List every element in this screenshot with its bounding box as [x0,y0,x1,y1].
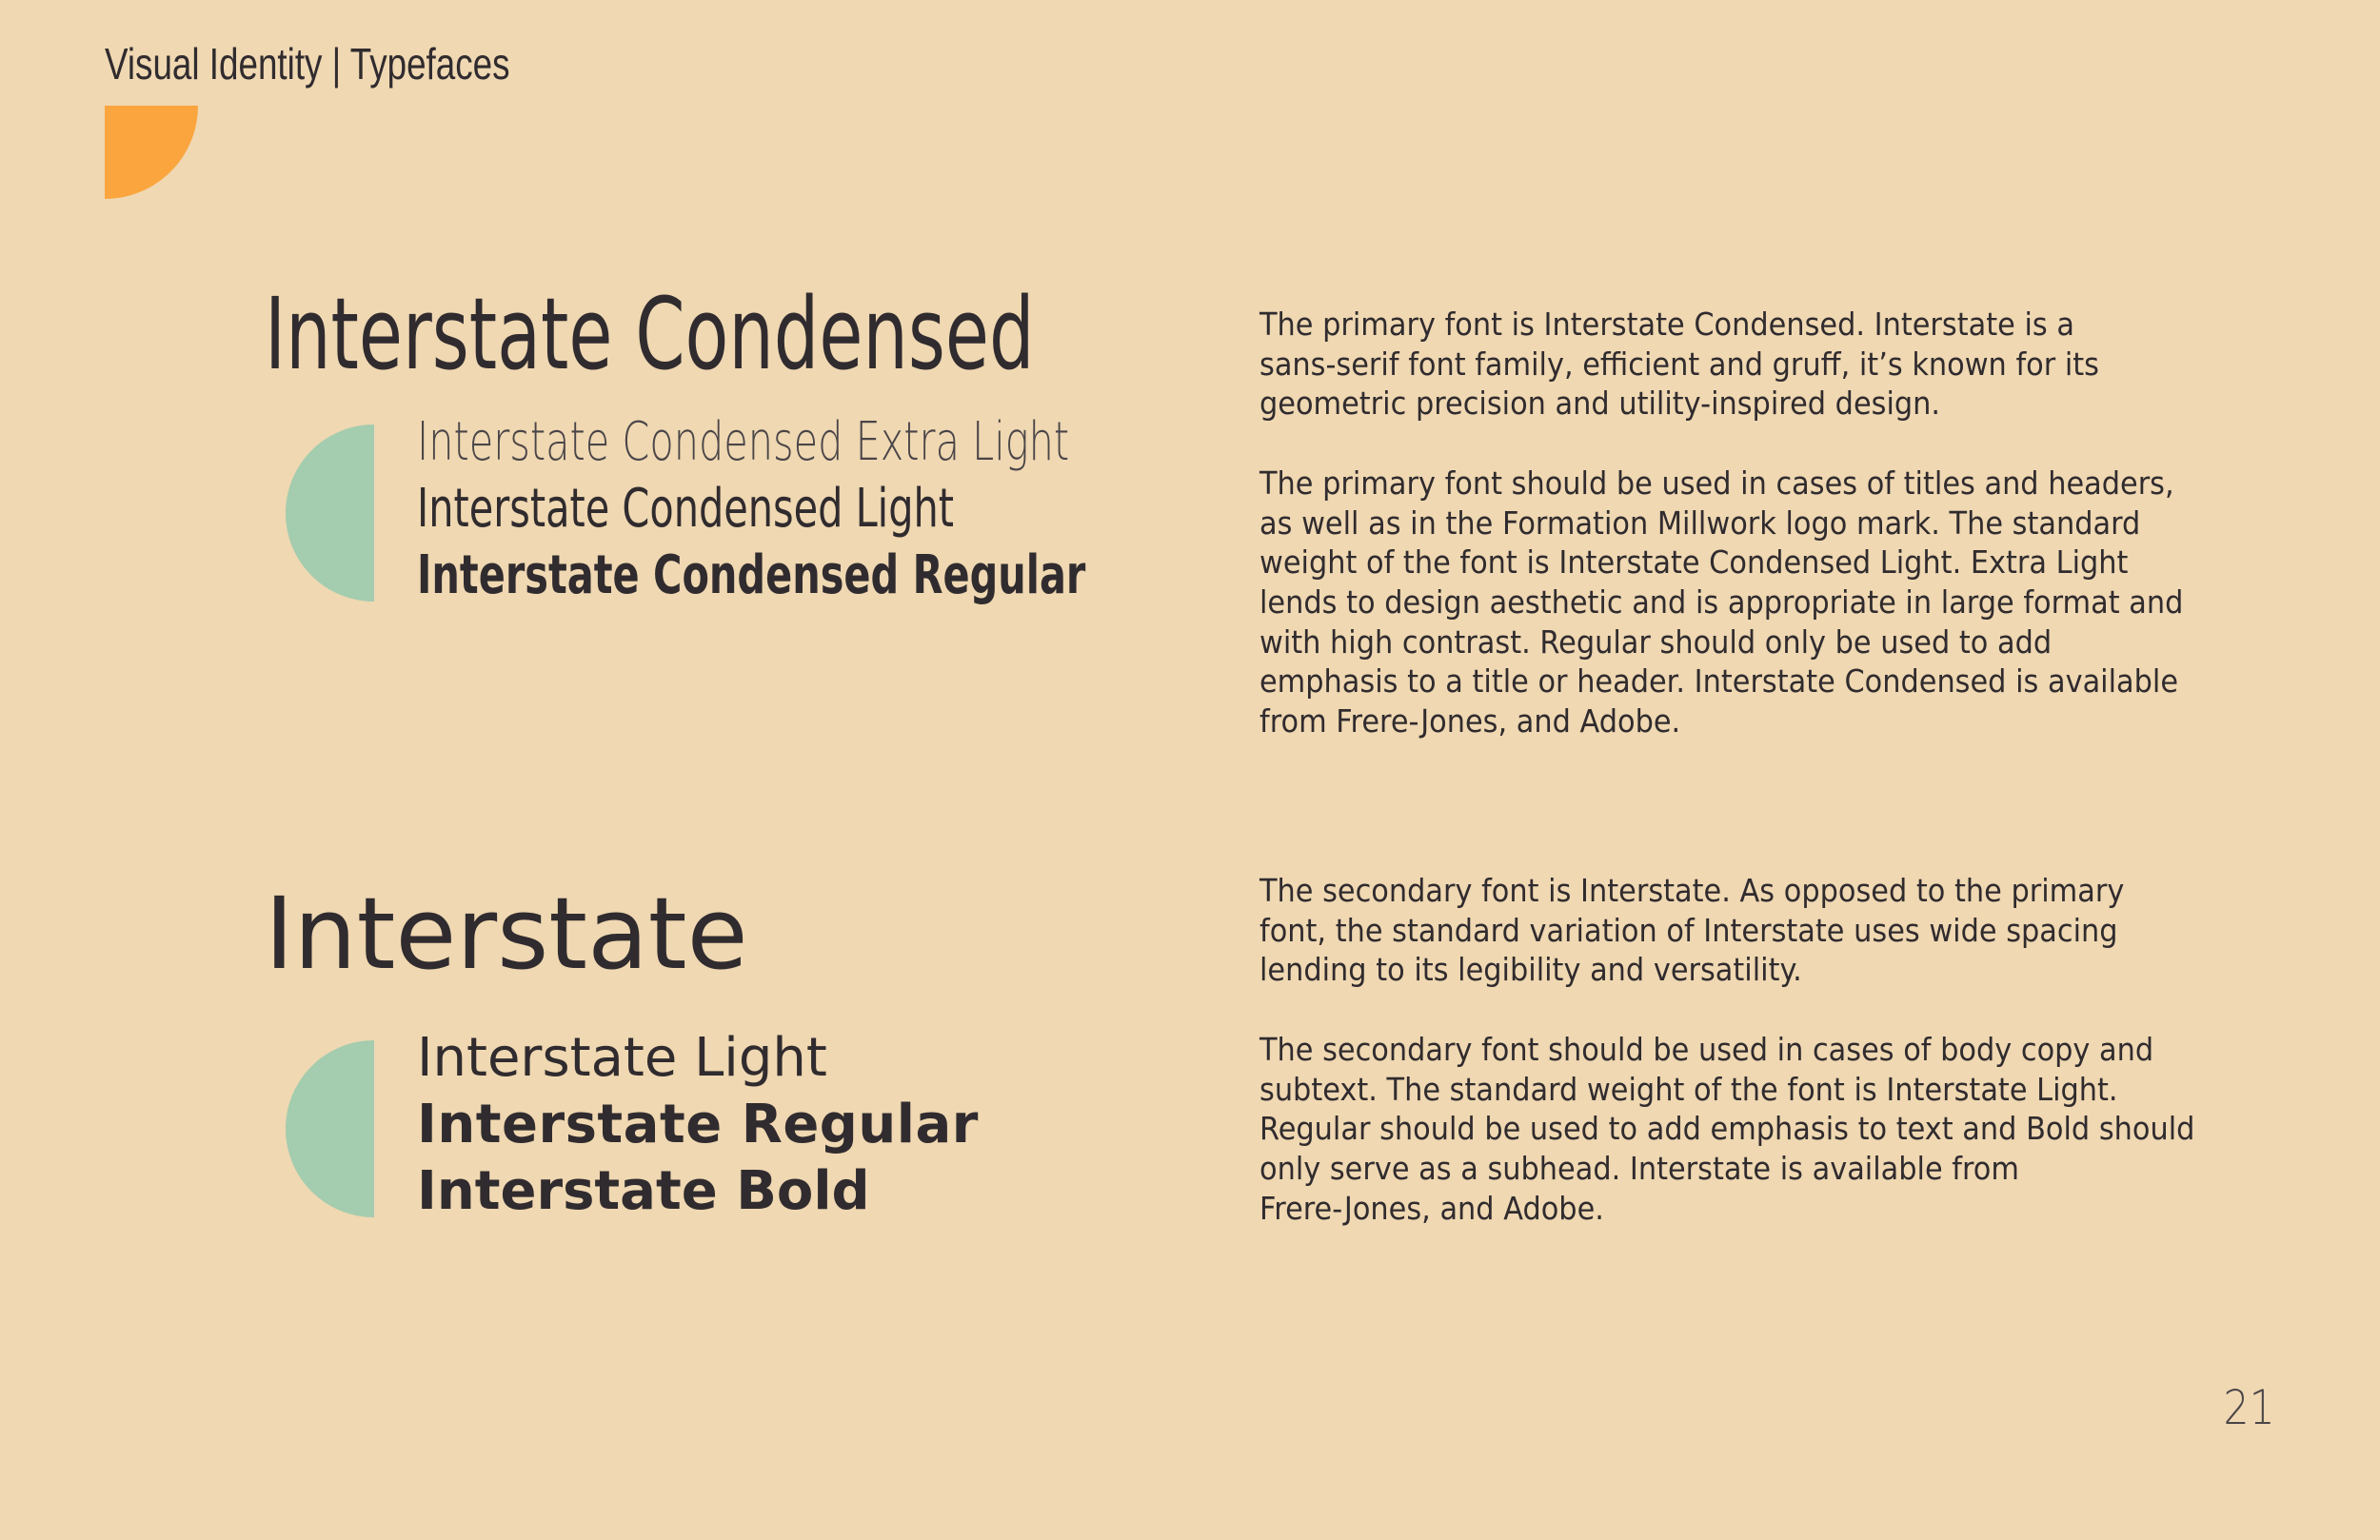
green-half-circle-mark [286,424,374,602]
secondary-description [1259,871,2231,1228]
page-number: 21 [2223,1380,2275,1435]
primary-weights-list [417,409,1320,609]
green-half-circle-mark [286,1040,374,1217]
secondary-paragraph-usage: The secondary font should be used in cases of body copy and subtext. The standard weight of the font is Interstate Light. Regular should be used to add emphasis to text and Bold should only serve as a subhead. Interstate is available from Frere-Jones, and Adobe. [1259,1030,2195,1227]
weight-sample-light: Interstate Light [417,1027,827,1089]
page-header-title: Visual Identity | Typefaces [105,39,510,89]
weight-sample-regular: Interstate Regular [417,1094,979,1155]
secondary-weights-list [417,1025,979,1225]
weight-sample-extra-light: Interstate Condensed Extra Light [417,411,1070,473]
primary-description [1259,305,2231,741]
primary-typeface-title: Interstate Condensed [265,276,1035,392]
primary-paragraph-intro: The primary font is Interstate Condensed. Interstate is a sans-serif font family, efficient and gruff, it’s known for its geometric precision and utility-inspired design. [1259,306,2100,423]
weight-sample-bold: Interstate Bold [417,1160,870,1222]
orange-quarter-circle-mark [105,106,198,199]
secondary-typeface-title: Interstate [265,876,748,992]
weight-sample-light: Interstate Condensed Light [417,478,955,540]
weight-sample-regular: Interstate Condensed Regular [417,544,1086,606]
primary-paragraph-usage: The primary font should be used in cases of titles and headers, as well as in the Formation Millwork logo mark. The standard weight of the font is Interstate Condensed Light. Extra Light lends to design aesthetic and is appropriate in large format and with high contrast. Regular should only be used to add emphasis to a title or header. Interstate Condensed is available from Frere-Jones, and Adobe. [1259,464,2184,740]
secondary-paragraph-intro: The secondary font is Interstate. As opposed to the primary font, the standard variation of Interstate uses wide spacing lending to its legibility and versatility. [1259,872,2125,989]
